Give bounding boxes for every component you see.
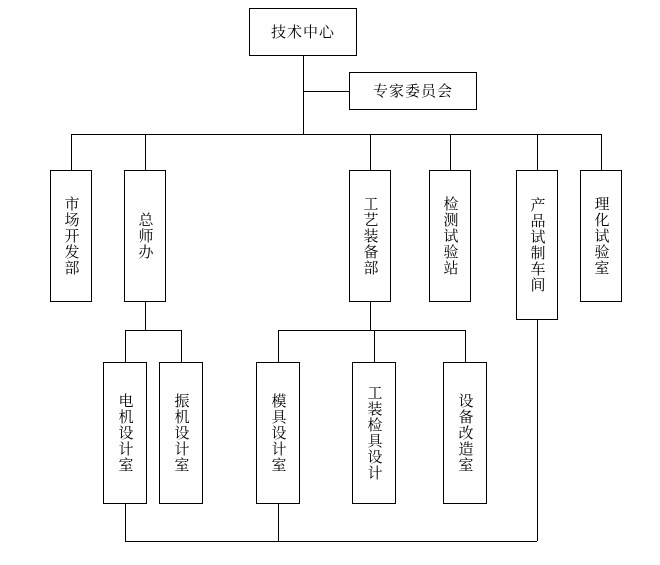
connector-drop-mold-design [278,330,279,362]
connector-drop-fixture-design [374,330,375,362]
node-label-prototype-shop: 产品试制车间 [528,197,547,293]
node-vibrator-design[interactable] [159,362,203,504]
node-label-tech-center: 技术中心 [270,22,335,41]
connector-drop-market-dev [71,134,72,170]
node-tech-center[interactable] [249,8,357,56]
node-label-equip-retrofit: 设备改造室 [456,393,475,473]
node-prototype-shop[interactable] [516,170,558,320]
node-label-test-station: 检测试验站 [441,196,460,276]
node-label-fixture-design: 工装检具设计 [365,385,384,481]
connector-chief-sub-bus [125,330,181,331]
connector-riser-mold-design [278,504,279,541]
node-label-market-dev: 市场开发部 [62,196,81,276]
node-label-expert-committee: 专家委员会 [372,81,453,100]
connector-drop-physchem-lab [601,134,602,170]
connector-bottom-bus [125,541,537,542]
connector-process-sub-bus [278,330,465,331]
node-chief-engineer[interactable] [124,170,166,302]
node-physchem-lab[interactable] [580,170,622,302]
connector-drop-motor-design [125,330,126,362]
connector-riser-motor-design [125,504,126,541]
node-market-dev[interactable] [50,170,92,302]
connector-riser-prototype-shop [537,320,538,541]
connector-drop-prototype-shop [537,134,538,170]
connector-drop-chief-engineer [145,134,146,170]
connector-main-bus [71,134,601,135]
connector-drop-vibrator-design [181,330,182,362]
connector-process-stem-down [370,302,371,330]
connector-drop-equip-retrofit [465,330,466,362]
node-test-station[interactable] [429,170,471,302]
node-expert-committee[interactable] [349,72,477,110]
connector-drop-process-equip [370,134,371,170]
node-process-equip[interactable] [349,170,391,302]
node-label-chief-engineer: 总师办 [136,212,155,260]
node-motor-design[interactable] [103,362,147,504]
node-label-motor-design: 电机设计室 [116,393,135,473]
node-equip-retrofit[interactable] [443,362,487,504]
node-label-mold-design: 模具设计室 [269,393,288,473]
connector-branch-to-expert [303,91,349,92]
connector-chief-stem-down [145,302,146,330]
node-label-physchem-lab: 理化试验室 [592,196,611,276]
node-label-vibrator-design: 振机设计室 [172,393,191,473]
connector-trunk-center-down [303,56,304,134]
node-mold-design[interactable] [256,362,300,504]
node-fixture-design[interactable] [352,362,396,504]
connector-drop-test-station [450,134,451,170]
node-label-process-equip: 工艺装备部 [361,196,380,276]
